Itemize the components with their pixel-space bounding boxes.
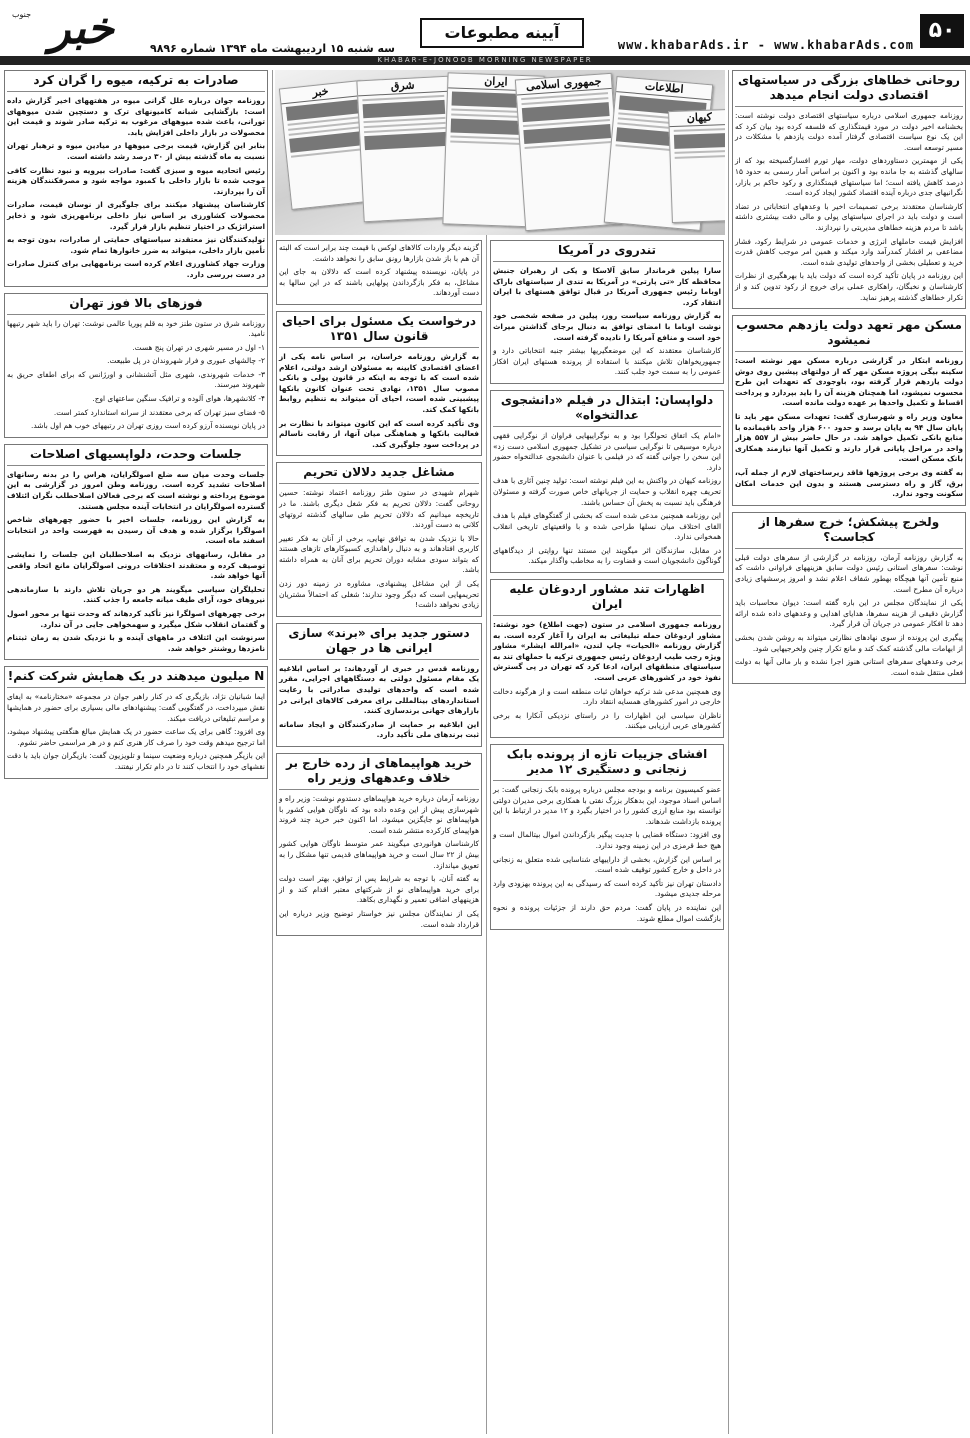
article-paragraph: به گزارش روزنامه خراسان، بر اساس نامه یکی از اعضای اقتصادی کابینه به مسئولان ارشد دولتی، اعلام شده است که با توجه به اینکه در قانون پولی و بانکی مصوب سال ۱۳۵۱، نهادی تحت عنوان کانون بانکها پیشبینی شده است، احیای آن میتواند به تنظیم روابط بانکها کمک کند.	[279, 351, 479, 414]
page-header	[0, 0, 970, 64]
article-paragraph: روزنامه جمهوری اسلامی درباره سیاستهای اقتصادی دولت نوشته است: بخشنامه اخیر دولت در مورد قیمتگذاری که فلسفه کرده بود بیان کرد که این یک نوع سیاست اقتصادی گرفتار آمده دولت یازدهم با مشکلات در مسیر توسعه است.	[735, 111, 963, 152]
article-paragraph: در پایان نویسنده آرزو کرده است روزی تهران در رتبههای خوب هم اول باشد.	[31, 421, 265, 431]
newspaper-logo	[6, 3, 114, 54]
article-paragraph: جلسات وحدت میان سه ضلع اصولگرایان، هراس را در بدنه رسانهای اصلاحات تشدید کرده است. روزنامه وطن امروز در گزارشی به این موضوع پرداخته و نوشته است که برخی فعالان اصلاحطلب نگران ائتلاف گسترده اصولگرایان در انتخابات آینده مجلس هستند.	[7, 469, 265, 511]
article-paragraph: در مقابل، سازندگان اثر میگویند این مستند تنها روایتی از دیدگاههای گوناگون دانشجویان است و قضاوت را به مخاطب واگذار میکند.	[493, 545, 721, 566]
article-paragraph: برخی وعدههای سفرهای استانی هنوز اجرا نشده و بار مالی آنها به دولت فعلی منتقل شده است.	[735, 657, 963, 677]
logo-wordmark: خبر	[49, 3, 114, 54]
newspaper-masthead: کیهان	[669, 110, 725, 127]
article-paragraph: رئیس اتحادیه میوه و سبزی گفت: صادرات بیرویه و نبود نظارت کافی موجب شده تا بازار داخلی با کمبود مواجه شود و مصرفکنندگان هزینه آن را بپردازند.	[7, 165, 265, 196]
article-paragraph: عضو کمیسیون برنامه و بودجه مجلس درباره پرونده بابک زنجانی گفت: بر اساس اسناد موجود، این بدهکار بزرگ نفتی با همکاری برخی مدیران دولتی توانسته بود منابع ارزی کشور را در اختیار بگیرد و ۱۲ مدیر در ارتباط با این پرونده بازداشت شدهاند.	[493, 785, 722, 826]
article-paragraph: روزنامه جوان درباره علل گرانی میوه در هفتههای اخیر گزارش داده است: بازگشایی شبانه کامیونهای ترک و دستچین شدن میوههای تورانی، باعث شده میوههای مرغوب به ترکیه صادر شوند و قیمت این محصولات در بازار داخلی افزایش یابد.	[7, 96, 265, 137]
article-paragraph: ۳- خدمات شهروندی، شهری مثل آتشنشانی و اورژانس که برای اطفای حریق به شهروند میرسند.	[7, 369, 265, 390]
article-paragraph: ۴- کلانشهرها، هوای آلوده و ترافیک سنگین ساعتهای اوج.	[92, 394, 265, 404]
article	[490, 390, 724, 573]
article-headline: افشای جزییات تازه از پرونده بابک زنجانی و دستگیری ۱۲ مدیر	[493, 747, 721, 781]
article	[732, 512, 966, 685]
article-paragraph: کارشناسان معتقدند که این موضعگیریها بیشتر جنبه انتخاباتی دارد و جمهوریخواهان تلاش میکنند با استفاده از پرونده هستهای ایران افکار عمومی را به سمت خود جلب کنند.	[493, 346, 721, 377]
newspaper-masthead: ایران	[448, 73, 543, 91]
article-headline: اظهارات تند مشاور اردوغان علیه ایران	[493, 582, 721, 616]
article-paragraph: ۱- اول در مسیر شهری در تهران پنج هست.	[132, 342, 265, 352]
article-paragraph: این روزنامه در پایان تأکید کرده است که دولت باید با بهرهگیری از نظرات کارشناسان و نخبگان، راهکاری عملی برای خروج از رکود تدوین کند و از تکرار خطاهای گذشته پرهیز نماید.	[735, 271, 963, 302]
article	[490, 240, 724, 384]
article-paragraph: به گزارش روزنامه آرمان، روزنامه در گزارشی از سفرهای دولت قبلی نوشت: سفرهای استانی رئیس دولت سابق هزینههای فراوانی داشت که منبع تأمین آنها هیچگاه بهطور شفاف اعلام نشد و امروز پرسشهای زیادی درباره آن مطرح است.	[735, 552, 963, 594]
article-headline: دستور جدید برای «برند» سازی ایرانی ها در جهان	[279, 626, 479, 660]
newspaper-masthead: اطلاعات	[616, 77, 712, 100]
column-divider	[728, 70, 729, 1434]
issue-dateline: سه شنبه ۱۵ اردیبهشت ماه ۱۳۹۴ شماره ۹۸۹۶	[150, 42, 395, 55]
article-paragraph: این نماینده در پایان گفت: مردم حق دارند از جزئیات پرونده و نحوه بازگشت اموال مطلع شوند.	[493, 902, 721, 923]
article-paragraph: «امام یک اتفاق تحولگرا بود و به نوگراییهایی فراوان از نوگرایی فقهی درباره موسیقی تا نوگرایی سیاسی در تشکیل جمهوری اسلامی دست زد» این سخن را جوانی گفته که در فیلمی با عنوان دانشجوی عدالتخواه حضور دارد.	[493, 430, 721, 472]
article-paragraph: در پایان، نویسنده پیشنهاد کرده است که دلالان به جای این مشاغل، به فکر بازگرداندن پولهایی باشند که در این سالها به دست آوردهاند.	[279, 267, 479, 298]
article-paragraph: این روزنامه همچنین مدعی شده است که بخشی از گفتگوهای فیلم با هدف القای اختلاف میان نسلها طراحی شده و با واقعیتهای تاریخی انقلاب همخوانی ندارد.	[493, 511, 721, 542]
article-headline: خرید هواپیماهای از رده خارج بر خلاف وعدههای وزیر راه	[279, 756, 479, 790]
article-headline: مسکن مهر تعهد دولت یازدهم محسوب نمیشود	[735, 318, 963, 352]
column-divider	[272, 70, 273, 1434]
article-paragraph: یکی از نمایندگان مجلس نیز خواستار توضیح وزیر درباره این قرارداد شده است.	[279, 908, 479, 929]
article-paragraph: به گزارش روزنامه سیاست روز، پیلین در صفحه شخصی خود نوشت اوباما با امضای توافق به دنبال برجای گذاشتن میراث خود است و منافع آمریکا را نادیده گرفته است.	[493, 311, 721, 342]
article-paragraph: معاون وزیر راه و شهرسازی گفت: تعهدات مسکن مهر باید تا پایان سال ۹۴ به پایان برسد و حدود ۶۰۰ هزار واحد باقیمانده با منابع بانکی تکمیل خواهد شد. در حال حاضر بیش از ۵۵۷ هزار واحد در مراحل پایانی قرار دارند و تکمیل آنها نیازمند همکاری بانک مسکن است.	[735, 412, 964, 464]
article	[276, 240, 482, 305]
article	[4, 293, 268, 438]
article-paragraph: یکی از این مشاغل پیشنهادی، مشاوره در زمینه دور زدن تحریمهایی است که دیگر وجود ندارند؛ شغلی که احتمالاً مشتریان زیادی نخواهد داشت!	[279, 579, 479, 610]
article-headline: تندروی در آمریکا	[493, 243, 721, 262]
article	[732, 315, 966, 506]
article-paragraph: به گزارش این روزنامه، جلسات اخیر با حضور چهرههای شاخص اصولگرا برگزار شده و هدف آن رسیدن به فهرست واحد در انتخابات اسفند ماه است.	[7, 515, 265, 546]
article-headline: مشاغل جدید دلالان تحریم	[279, 465, 479, 484]
article	[490, 744, 724, 930]
article-paragraph: ۲- چالشهای عبوری و فرار شهروندان در پل طبیعت.	[107, 356, 265, 366]
article-paragraph: افزایش قیمت حاملهای انرژی و خدمات عمومی در شرایط رکود، فشار مضاعفی بر اقشار کمدرآمد وارد میکند و همین امر موجب کاهش قدرت خرید و تعطیلی بخشی از واحدهای تولیدی شده است.	[735, 236, 963, 267]
article-paragraph: کارشناسان معتقدند برخی تصمیمات اخیر با وعدههای انتخاباتی در تضاد است و دولت باید در اجرای سیاستهای پولی و مالی دقت بیشتری داشته باشد تا مردم هزینه خطاهای مدیریتی را نپردازند.	[735, 201, 963, 232]
newspaper-thumb	[356, 76, 455, 223]
article-paragraph: این بازیگر همچنین درباره وضعیت سینما و تلویزیون گفت: بازیگران جوان باید با دقت نقشهای خود را انتخاب کنند تا در دام تکرار نیفتند.	[7, 751, 265, 771]
article-headline: جلسات وحدت، دلواپسیهای اصلاحات	[7, 447, 265, 466]
article-headline: روحانی خطاهای بزرگی در سیاستهای اقتصادی دولت انجام میدهد	[735, 73, 963, 107]
newspaper-masthead: شرق	[357, 77, 448, 97]
article-headline: N میلیون میدهند در یک همایش شرکت کنم!	[7, 669, 265, 688]
article	[276, 311, 482, 456]
article	[276, 623, 482, 747]
column-center-left	[276, 240, 482, 1434]
masthead-banner: KHABAR-E-JONOOB MORNING NEWSPAPER	[0, 56, 970, 65]
article-paragraph: پیگیری این پرونده از سوی نهادهای نظارتی میتواند به روشن شدن بخشی از ابهامات مالی گذشته کمک کند و مانع تکرار چنین ولخرجیهایی شود.	[735, 632, 963, 653]
article-paragraph: این ابلاغیه بر حمایت از صادرکنندگان و ایجاد سامانه ثبت برندهای ملی تأکید دارد.	[279, 719, 479, 740]
article-paragraph: روزنامه جمهوری اسلامی در ستون (جهت اطلاع) خود نوشته: مشاور اردوغان حمله تبلیغاتی به ایران را آغاز کرده است. به گزارش روزنامه «الحیات» چاپ لندن، «امرالله ایشلر» مشاور ویژه رجب طیب اردوغان رئیس جمهوری ترکیه با حملهای تند به سیاستهای منطقهای ایران، ادعا کرد که تهران در پی گسترش نفوذ خود در کشورهای عربی است.	[493, 620, 721, 683]
site-urls[interactable]: www.khabarAds.ir - www.khabarAds.com	[617, 38, 914, 52]
article-paragraph: یکی از نمایندگان مجلس در این باره گفته است: دیوان محاسبات باید گزارش دقیقی از هزینه سفرها، هدایای اهدایی و وعدههای داده شده ارائه دهد تا افکار عمومی در جریان آن قرار گیرد.	[735, 598, 963, 629]
article	[4, 70, 268, 287]
article-headline: ولخرج پیشکش؛ خرج سفرها از کجاست؟	[735, 515, 963, 549]
logo-subtitle: جنوب	[12, 10, 32, 19]
newspaper-masthead: جمهوری اسلامی	[516, 74, 612, 96]
article-paragraph: سرنوشت این ائتلاف در ماههای آینده و با نزدیک شدن به زمان ثبتنام نامزدها روشنتر خواهد شد.	[7, 633, 265, 653]
article-paragraph: تحلیلگران سیاسی میگویند هر دو جریان تلاش دارند با سازماندهی نیروهای خود، آرای طیف میانه جامعه را جذب کنند.	[7, 584, 265, 605]
article-paragraph: حالا با نزدیک شدن به توافق نهایی، برخی از آنان به فکر تغییر کاربری افتادهاند و به دنبال راهاندازی کسبوکارهای تازهای هستند که بتواند سودی مشابه دوران تحریم برای آنان به همراه داشته باشد.	[279, 533, 479, 575]
article	[4, 666, 268, 778]
article-paragraph: وی افزود: گاهی برای یک ساعت حضور در یک همایش مبالغ هنگفتی پیشنهاد میشود، اما ترجیح میدهم وقت خود را صرف کار هنری کنم و در هر مراسمی حاضر نشوم.	[7, 727, 265, 747]
article-paragraph: وی تأکید کرده است که این کانون میتواند با نظارت بر فعالیت بانکها و هماهنگی میان آنها، از رقابت ناسالم در پرداخت سود جلوگیری کند.	[279, 418, 479, 449]
page-number: ۵۰	[920, 14, 964, 48]
article-paragraph: روزنامه آرمان درباره خرید هواپیماهای دستدوم نوشت: وزیر راه و شهرسازی پیش از این وعده داده بود که ناوگان هوایی کشور با هواپیماهای نو جایگزین میشود، اما اکنون خبر خرید چند فروند هواپیمای کارکرده منتشر شده است.	[279, 794, 479, 835]
article-paragraph: ایما شبانیان نژاد، بازیگری که در کنار راهبر جوان در مجموعه «مختارنامه» به ایفای نقش میپرداخت، در گفتگویی گفت: پیشنهادهای مالی بسیاری برای حضور در همایشها و مراسم تبلیغاتی دریافت میکند.	[7, 692, 265, 723]
article-paragraph: کارشناسان پیشنهاد میکنند برای جلوگیری از نوسان قیمت، صادرات محصولات کشاورزی بر اساس نیاز داخلی برنامهریزی شود و ذخایر استراتژیک در اختیار تنظیم بازار قرار گیرد.	[7, 200, 265, 231]
article-paragraph: گزینه دیگر واردات کالاهای لوکس با قیمت چند برابر است که البته آن هم با باز شدن بازارها رونق سابق را نخواهد داشت.	[279, 243, 479, 263]
article-paragraph: ۵- فضای سبز تهران که برخی معتقدند از سرانه استاندارد کمتر است.	[53, 407, 265, 417]
article	[490, 579, 724, 738]
article-paragraph: روزنامه شرق در ستون طنز خود به قلم پوریا عالمی نوشت: تهران را باید شهر رتبهها نامید.	[7, 318, 265, 339]
article-paragraph: سارا پیلین فرماندار سابق آلاسکا و یکی از رهبران جنبش محافظه کار «تی پارتی» در آمریکا به تندی از سیاستهای باراک اوباما رئیس جمهوری آمریکا در قبال توافق هستهای با ایران انتقاد کرد.	[493, 266, 721, 307]
article-paragraph: روزنامه قدس در خبری از آوردهاند: بر اساس ابلاغیه یک مقام مسئول دولتی به دستگاههای اجرایی، مقرر شده است که واحدهای تولیدی صادراتی با رعایت استانداردهای بینالمللی برای معرفی کالاهای ایرانی در بازارهای جهانی برندسازی کنند.	[279, 663, 479, 716]
article-paragraph: در مقابل، رسانههای نزدیک به اصلاحطلبان این جلسات را نمایشی توصیف کرده و معتقدند اختلافات درونی اصولگرایان مانع اتحاد واقعی آنها خواهد شد.	[7, 550, 265, 581]
newspapers-photo	[275, 70, 725, 235]
article-paragraph: تولیدکنندگان نیز معتقدند سیاستهای حمایتی از صادرات، بدون توجه به تأمین بازار داخلی، میتواند به ضرر خانوارها تمام شود.	[7, 235, 265, 255]
newspaper-thumb	[668, 109, 725, 223]
article-headline: فوزهای بالا فوز تهران	[7, 296, 265, 315]
article-paragraph: بر اساس این گزارش، بخشی از داراییهای شناسایی شده متعلق به زنجانی در داخل و خارج کشور توقیف شده است.	[493, 854, 721, 875]
article-paragraph: روزنامه کیهان در واکنش به این فیلم نوشته است: تولید چنین آثاری با هدف تحریف چهره انقلاب و حمایت از جریانهای خاص صورت گرفته و مسئولان فرهنگی باید نسبت به پخش آن حساس باشند.	[493, 476, 721, 507]
article-headline: صادرات به ترکیه، میوه را گران کرد	[7, 73, 265, 92]
article-paragraph: به گفته وی برخی پروژهها فاقد زیرساختهای لازم از جمله آب، برق، گاز و راه دسترسی هستند و بدون این خدمات امکان سکونت وجود ندارد.	[735, 468, 963, 499]
article-paragraph: وزارت جهاد کشاورزی اعلام کرده است برنامههایی برای کنترل صادرات در دست بررسی دارد.	[7, 259, 265, 279]
article	[732, 70, 966, 309]
article-paragraph: روزنامه ابتکار در گزارشی درباره مسکن مهر نوشته است: سکینه بیگی پروژه مسکن مهر که از دولتهای پیشین روی دوش دولت یازدهم قرار گرفته بود، باوجودی که تعهدات این طرح محسوب نمیشود، اما همچنان هزینه آن را باید بپردازد و پرداخت اقساط و تکمیل واحدها بر عهده دولت مانده است.	[735, 356, 963, 408]
article-paragraph: بنابر این گزارش، قیمت برخی میوهها در میادین میوه و ترهبار تهران نسبت به ماه گذشته بیش از ۳۰ درصد رشد داشته است.	[7, 141, 265, 161]
newspaper-masthead: خبر	[280, 81, 361, 104]
column-right	[732, 70, 966, 1434]
article	[4, 444, 268, 661]
article-paragraph: برخی چهرههای اصولگرا نیز تأکید کردهاند که وحدت تنها بر محور اصول و گفتمان انقلاب شکل میگیرد و سهمخواهی جایی در آن ندارد.	[7, 608, 265, 629]
column-left	[4, 70, 268, 1434]
article	[276, 462, 482, 617]
article-paragraph: وی همچنین مدعی شد ترکیه خواهان ثبات منطقه است و از هرگونه دخالت خارجی در امور کشورهای همسایه انتقاد دارد.	[493, 686, 721, 707]
column-divider	[486, 70, 487, 1434]
article-paragraph: ناظران سیاسی این اظهارات را در راستای نزدیکی آنکارا به برخی کشورهای عربی ارزیابی میکنند.	[493, 710, 721, 731]
article-paragraph: کارشناسان هوانوردی میگویند عمر متوسط ناوگان هوایی کشور بیش از ۲۲ سال است و خرید هواپیماهای قدیمی تنها مشکل را به تعویق میاندازد.	[279, 839, 479, 870]
section-title: آیینه مطبوعات	[420, 18, 584, 48]
article-paragraph: شهرام شهیدی در ستون طنز روزنامه اعتماد نوشته: حسین روحانی گفت: دلالان تحریم به فکر شغل دیگری باشند. ما در تاریخچه میدانیم که دلالان تحریم طی سالهای گذشته ثروتهای کلانی به دست آوردند.	[279, 488, 479, 530]
article-paragraph: به گفته آنان، با توجه به شرایط پس از توافق، بهتر است دولت برای خرید هواپیماهای نو از شرکتهای معتبر اقدام کند و از هزینههای اضافی تعمیر و نگهداری بکاهد.	[279, 874, 479, 905]
article-paragraph: دادستان تهران نیز تأکید کرده است که رسیدگی به این پرونده بهزودی وارد مرحله جدیدی میشود.	[493, 878, 721, 899]
article-headline: دلواپسان: ابتذال در فیلم «دانشجوی عدالتخواه»	[493, 393, 721, 427]
article-paragraph: یکی از مهمترین دستاوردهای دولت، مهار تورم افسارگسیخته بود که از سالهای گذشته به جا مانده بود و اکنون بر اساس آمار رسمی به حدود ۱۵ درصد کاهش یافته است؛ اما سیاستهای قیمتگذاری و رکود حاکم بر بازار، نگرانیهای جدی درباره آینده اقتصاد کشور ایجاد کرده است.	[735, 156, 963, 198]
article-paragraph: وی افزود: دستگاه قضایی با جدیت پیگیر بازگرداندن اموال بیتالمال است و هیچ خط قرمزی در این زمینه وجود ندارد.	[493, 830, 721, 850]
article-headline: درخواست یک مسئول برای احیای قانون سال ۱۳۵۱	[279, 314, 479, 348]
column-center-right	[490, 240, 724, 1434]
article	[276, 753, 482, 936]
